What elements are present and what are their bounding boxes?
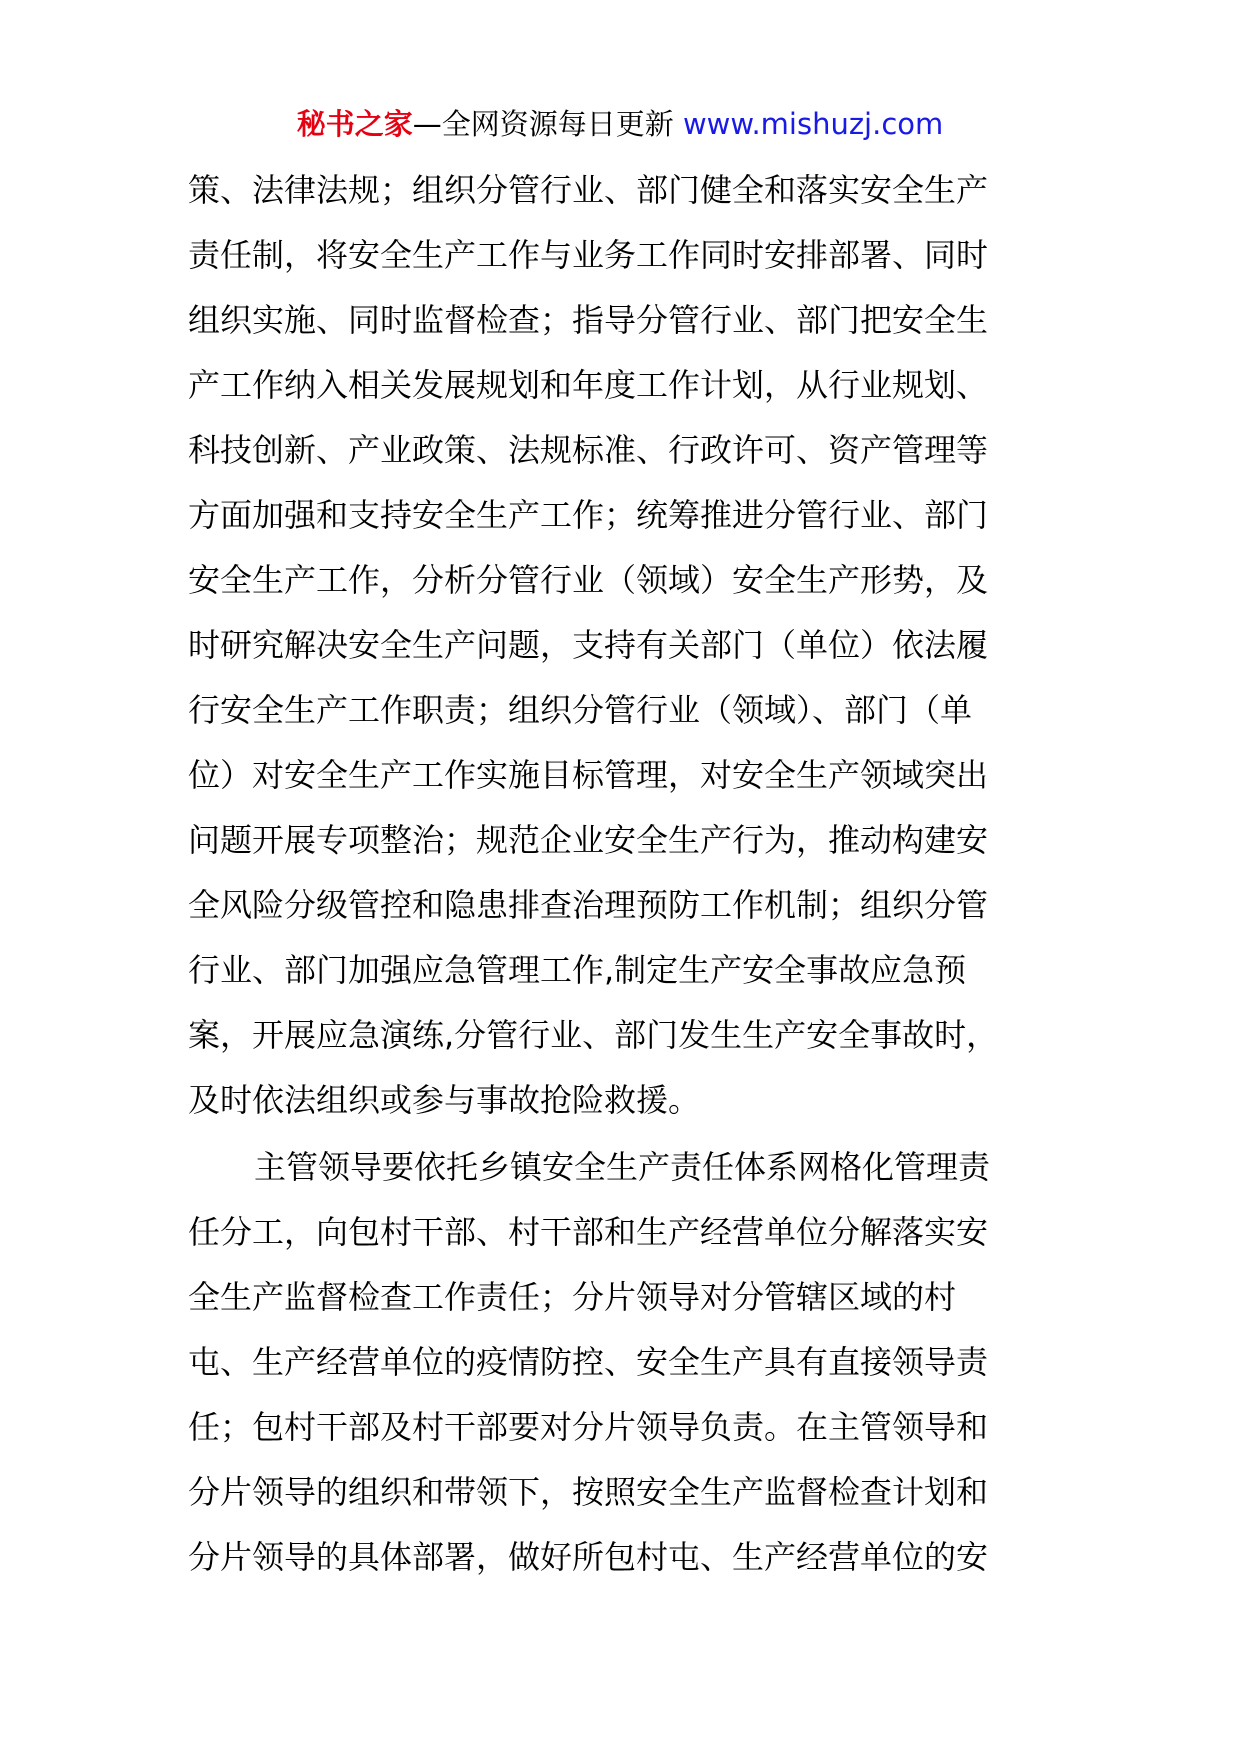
text-line: 行安全生产工作职责；组织分管行业（领域）、部门（单 — [188, 691, 973, 729]
paragraph-2 — [188, 1135, 1053, 1590]
text-line: 任；包村干部及村干部要对分片领导负责。在主管领导和 — [188, 1408, 989, 1446]
site-header — [0, 100, 1240, 148]
text-line: 案，开展应急演练,分管行业、部门发生生产安全事故时， — [188, 1016, 999, 1054]
text-line: 方面加强和支持安全生产工作；统筹推进分管行业、部门 — [188, 496, 989, 534]
text-line: 全生产监督检查工作责任；分片领导对分管辖区域的村 — [188, 1278, 957, 1316]
text-line: 行业、部门加强应急管理工作,制定生产安全事故应急预 — [188, 951, 967, 989]
text-line: 产工作纳入相关发展规划和年度工作计划，从行业规划、 — [188, 366, 989, 404]
paragraph-1 — [188, 158, 1053, 1133]
header-tagline: —全网资源每日更新 — [412, 107, 683, 141]
text-line: 主管领导要依托乡镇安全生产责任体系网格化管理责 — [254, 1148, 991, 1186]
text-line: 分片领导的具体部署，做好所包村屯、生产经营单位的安 — [188, 1538, 989, 1576]
text-line: 屯、生产经营单位的疫情防控、安全生产具有直接领导责 — [188, 1343, 989, 1381]
document-body — [188, 158, 1053, 1590]
text-line: 问题开展专项整治；规范企业安全生产行为，推动构建安 — [188, 821, 989, 859]
text-line: 组织实施、同时监督检查；指导分管行业、部门把安全生 — [188, 301, 989, 339]
text-line: 科技创新、产业政策、法规标准、行政许可、资产管理等 — [188, 431, 989, 469]
brand-name: 秘书之家 — [296, 107, 413, 141]
text-line: 安全生产工作，分析分管行业（领域）安全生产形势，及 — [188, 561, 989, 599]
text-line: 时研究解决安全生产问题，支持有关部门（单位）依法履 — [188, 626, 989, 664]
text-line: 策、法律法规；组织分管行业、部门健全和落实安全生产 — [188, 171, 989, 209]
site-url[interactable]: www.mishuzj.com — [682, 107, 944, 141]
text-line: 位）对安全生产工作实施目标管理，对安全生产领域突出 — [188, 756, 989, 794]
text-line: 责任制，将安全生产工作与业务工作同时安排部署、同时 — [188, 236, 989, 274]
text-line: 全风险分级管控和隐患排查治理预防工作机制；组织分管 — [188, 886, 989, 924]
text-line: 任分工，向包村干部、村干部和生产经营单位分解落实安 — [188, 1213, 989, 1251]
text-line: 及时依法组织或参与事故抢险救援。 — [188, 1081, 701, 1119]
text-line: 分片领导的组织和带领下，按照安全生产监督检查计划和 — [188, 1473, 989, 1511]
